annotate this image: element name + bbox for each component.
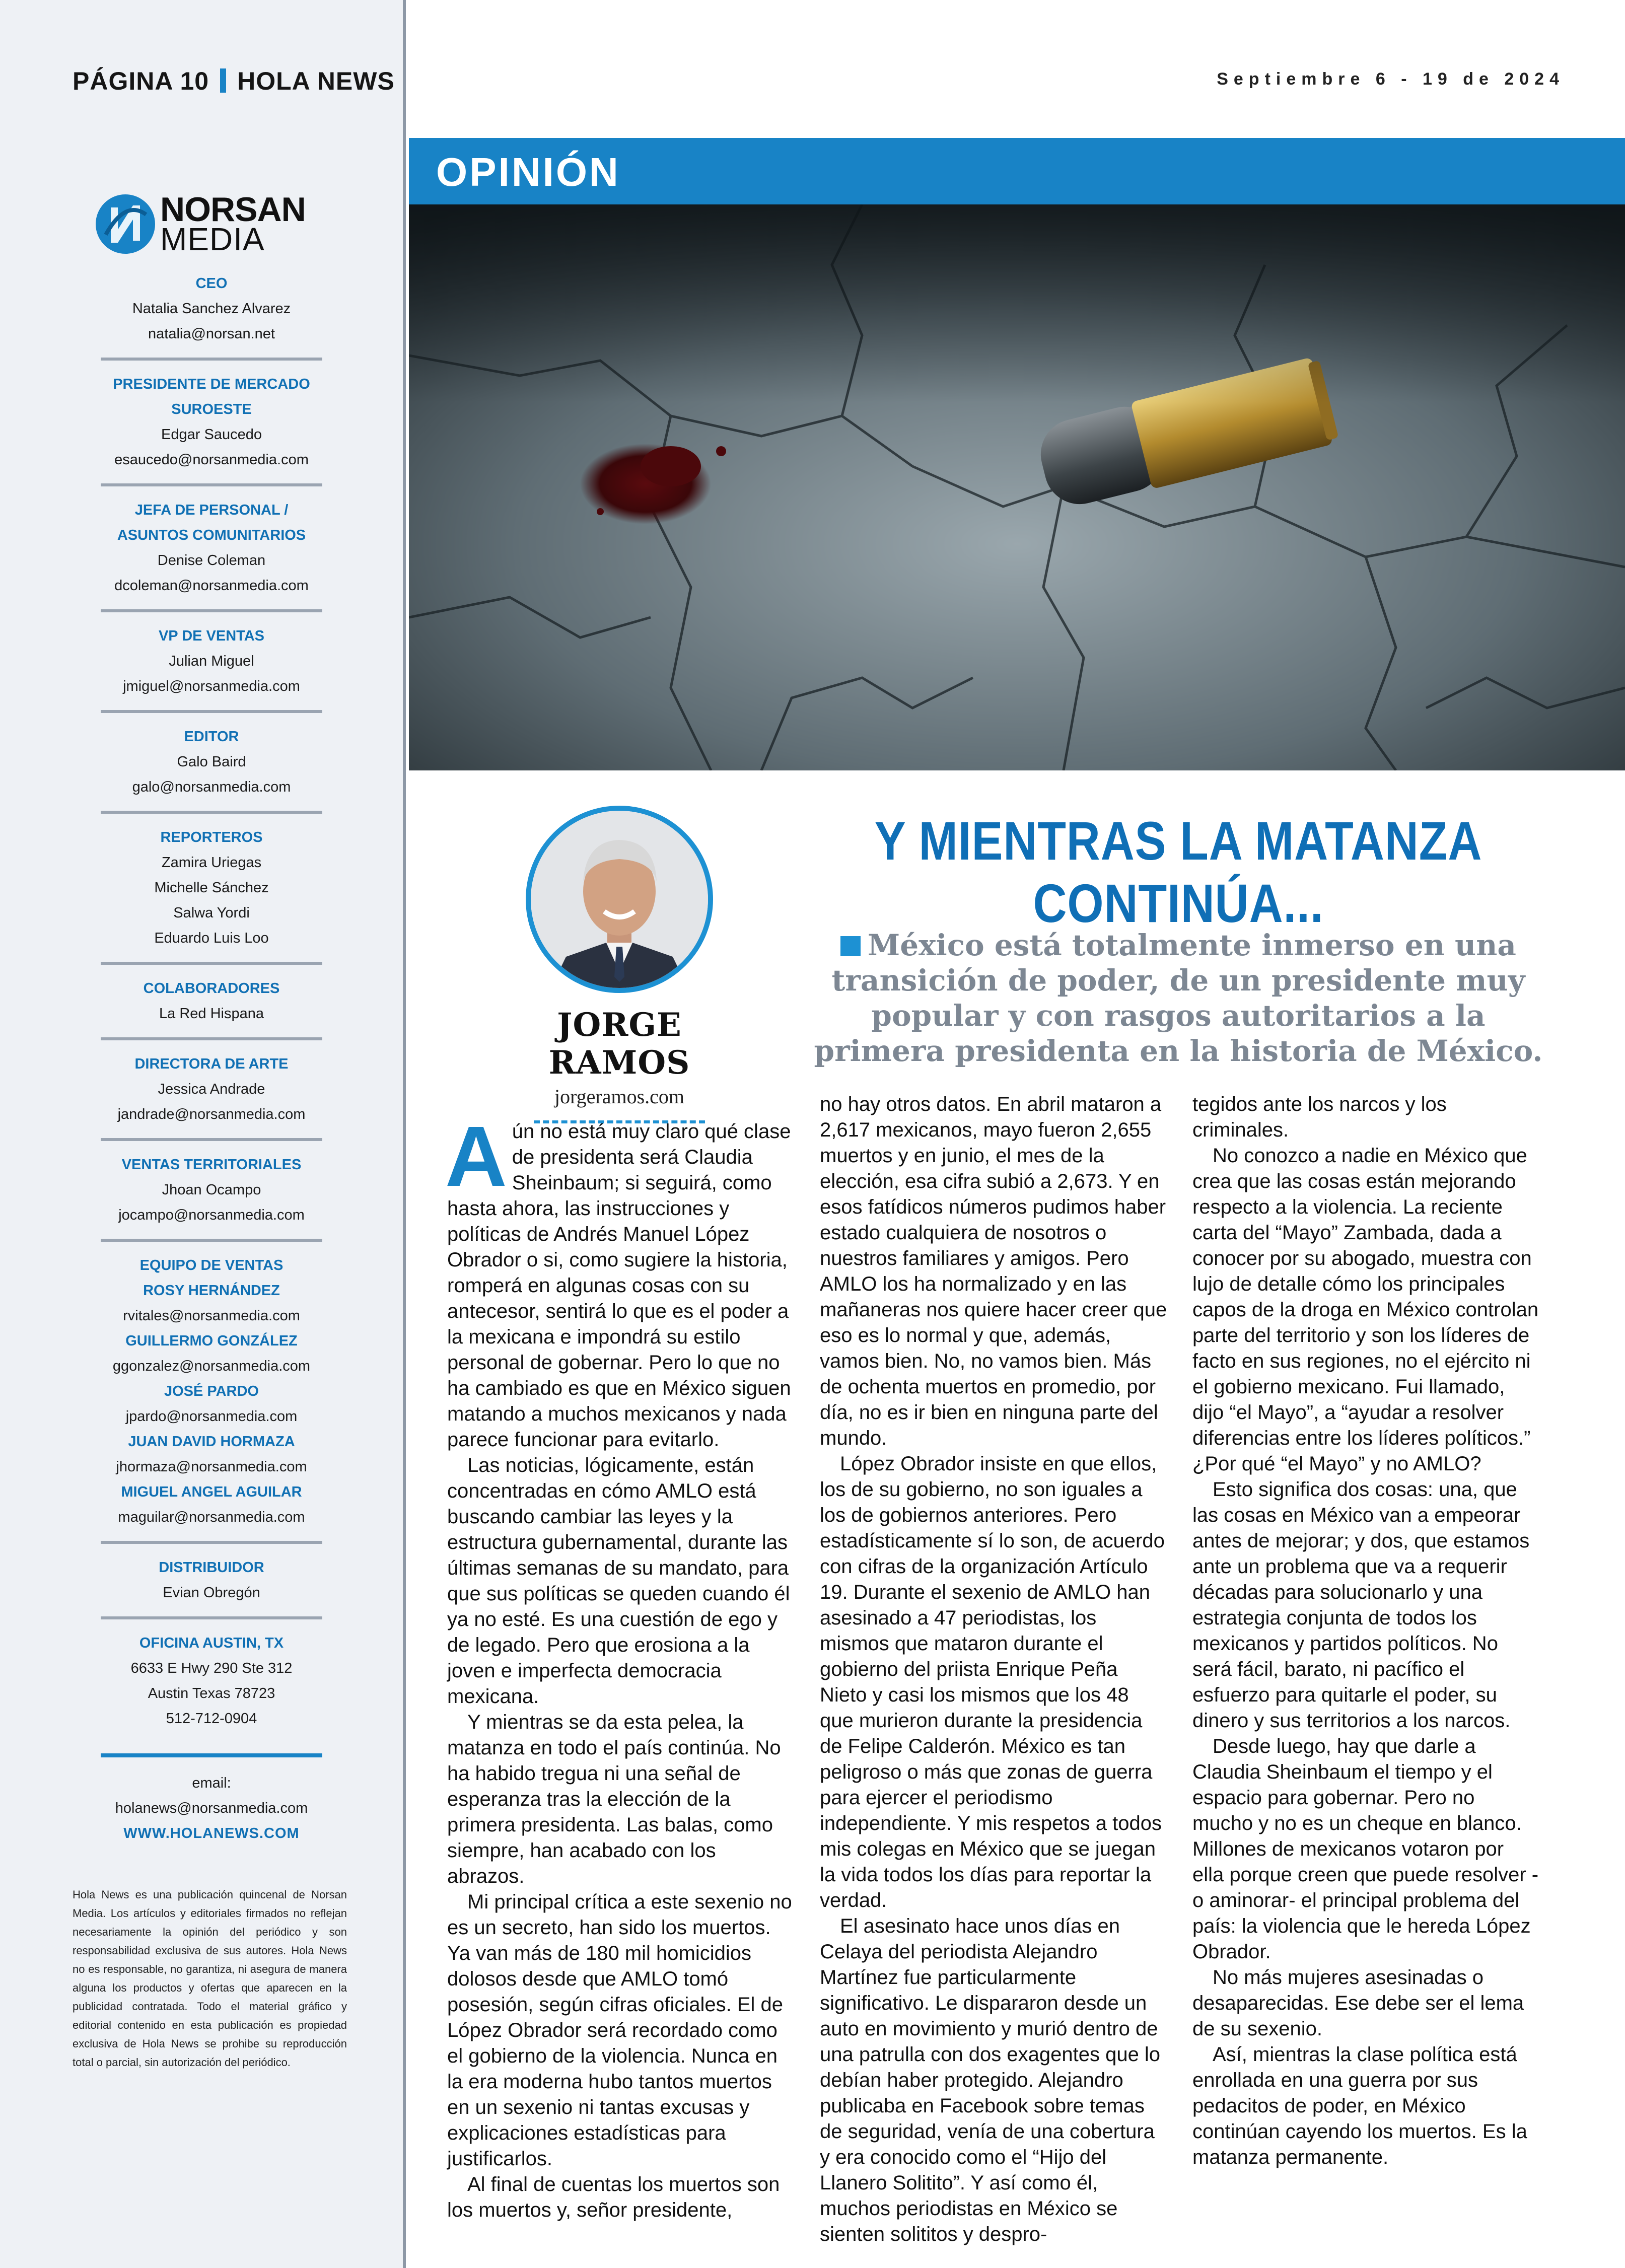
website-link[interactable]: WWW.HOLANEWS.COM: [123, 1825, 300, 1841]
staff-email[interactable]: jocampo@norsanmedia.com: [118, 1207, 305, 1223]
staff-block-vp-ventas: [101, 623, 322, 699]
logo-text-norsan: NORSAN: [160, 190, 306, 229]
staff-role: PRESIDENTE DE MERCADO SUROESTE: [113, 376, 310, 417]
staff-email[interactable]: maguilar@norsanmedia.com: [118, 1509, 305, 1525]
staff-name: Denise Coleman: [157, 552, 266, 569]
author-byline: [504, 806, 735, 1123]
paragraph: Mi principal crítica a este sexenio no es un secreto, han sido los muertos. Ya van más de 180 mil homicidios dolosos desde que AMLO tomó posesión, según cifras oficiales. El de López Obrador será recordado como el gobierno de la violencia. Nunca en la era moderna hubo tantos muertos en un sexenio ni tantas excusas y explicaciones estadísticas para justificarlos.: [447, 1891, 792, 2170]
paragraph: No conozco a nadie en México que crea que las cosas están mejorando respecto a la violencia. La reciente carta del “Mayo” Zambada, dada a conocer por su abogado, muestra con lujo de detalle cómo los principales capos de la droga en México controlan parte del territorio y son los líderes de facto en sus regiones, no el ejército ni el gobierno mexicano. Fui llamado, dijo “el Mayo”, a “ayudar a resolver diferencias entre los líderes políticos.” ¿Por qué “el Mayo” y no AMLO?: [1192, 1145, 1539, 1475]
author-portrait: [526, 806, 713, 993]
page-header: [73, 66, 395, 96]
staff-name: Jhoan Ocampo: [162, 1182, 261, 1198]
staff-name: Evian Obregón: [163, 1585, 260, 1601]
staff-block-reporteros: [101, 825, 322, 951]
sales-member-name: GUILLERMO GONZÁLEZ: [125, 1333, 298, 1349]
staff-email[interactable]: rvitales@norsanmedia.com: [123, 1308, 300, 1324]
article-headline: [858, 810, 1499, 935]
article-column-2: [820, 1092, 1167, 2247]
divider: [101, 1239, 322, 1242]
staff-block-colaboradores: [101, 976, 322, 1026]
staff-email[interactable]: esaucedo@norsanmedia.com: [114, 452, 309, 468]
divider: [101, 1616, 322, 1619]
section-title: OPINIÓN: [436, 150, 620, 194]
contact-email[interactable]: email: holanews@norsanmedia.com: [115, 1775, 308, 1816]
staff-role: REPORTEROS: [160, 829, 263, 845]
divider: [101, 483, 322, 486]
headline-line-2: CONTINÚA...: [1033, 873, 1324, 934]
contact-divider: [101, 1753, 322, 1757]
sales-member-name: JUAN DAVID HORMAZA: [128, 1434, 295, 1450]
deck-text: México está totalmente inmerso en una transición de poder, de un presidente muy popular y con rasgos autoritarios a la primera presidenta en la historia de México.: [814, 928, 1543, 1068]
divider: [101, 1138, 322, 1141]
publication-name: HOLA NEWS: [237, 67, 395, 95]
staff-name: Salwa Yordi: [173, 905, 250, 921]
staff-block-distribuidor: [101, 1555, 322, 1605]
sales-member-name: MIGUEL ANGEL AGUILAR: [121, 1484, 302, 1500]
section-header: [409, 138, 1625, 204]
article-deck: [811, 928, 1546, 1069]
staff-name: Zamira Uriegas: [161, 855, 262, 871]
office-block: [101, 1631, 322, 1731]
staff-email[interactable]: jmiguel@norsanmedia.com: [123, 678, 300, 694]
article-column-3: [1192, 1092, 1540, 2170]
staff-email[interactable]: jhormaza@norsanmedia.com: [116, 1459, 307, 1475]
deck-bullet-icon: [840, 936, 861, 956]
separator-bar: [220, 68, 226, 93]
paragraph: Aún no está muy claro qué clase de presidenta será Claudia Sheinbaum; si seguirá, como hasta ahora, las instrucciones y políticas de Andrés Manuel López Obrador o si, como sugiere la historia, romperá en algunas cosas con su antecesor, sentirá lo que es el poder a la mexicana e impondrá su estilo personal de gobernar. Pero lo que no ha cambiado es que en México siguen matando a muchos mexicanos y nada parece funcionar para evitarlo.: [445, 1109, 791, 1451]
divider: [101, 1037, 322, 1040]
staff-role: VENTAS TERRITORIALES: [121, 1157, 302, 1173]
drop-cap: A: [445, 1109, 507, 1204]
paragraph: tegidos ante los narcos y los criminales.: [1192, 1093, 1447, 1141]
staff-role: JEFA DE PERSONAL / ASUNTOS COMUNITARIOS: [117, 502, 306, 543]
staff-role: EQUIPO DE VENTAS: [139, 1257, 284, 1273]
office-phone: 512-712-0904: [166, 1711, 257, 1727]
logo-text-media: MEDIA: [160, 221, 265, 257]
headline-line-1: Y MIENTRAS LA MATANZA: [874, 810, 1482, 871]
staff-email[interactable]: ggonzalez@norsanmedia.com: [112, 1358, 311, 1374]
staff-block-presidente: [101, 372, 322, 472]
staff-role: CEO: [195, 275, 228, 292]
staff-block-ventas-territoriales: [101, 1152, 322, 1228]
staff-email[interactable]: natalia@norsan.net: [148, 326, 275, 342]
office-address: 6633 E Hwy 290 Ste 312: [130, 1660, 293, 1676]
author-website[interactable]: jorgeramos.com: [554, 1085, 685, 1108]
divider: [101, 609, 322, 612]
norsan-media-logo: [96, 191, 327, 257]
sales-member-name: JOSÉ PARDO: [164, 1383, 259, 1399]
divider: [101, 811, 322, 814]
staff-name: Julian Miguel: [169, 653, 254, 669]
norsan-logo-icon: [96, 194, 155, 254]
paragraph: Al final de cuentas los muertos son los muertos y, señor presidente,: [447, 2173, 780, 2221]
divider: [101, 358, 322, 361]
paragraph: Esto significa dos cosas: una, que las cosas en México van a empeorar antes de mejorar; y dos, que estamos ante un problema que va a requerir décadas para solucionarlo y una estrategia conjunta de todos los mexicanos y partidos políticos. No será fácil, barato, ni pacífico el esfuerzo para quitarle el poder, su dinero y sus territorios a los narcos.: [1192, 1478, 1530, 1732]
staff-name: Natalia Sanchez Alvarez: [132, 301, 291, 317]
office-title: OFICINA AUSTIN, TX: [139, 1635, 284, 1651]
staff-email[interactable]: jandrade@norsanmedia.com: [117, 1106, 306, 1122]
staff-directory: [101, 271, 322, 1846]
page-number: PÁGINA 10: [73, 67, 209, 95]
staff-name: Eduardo Luis Loo: [154, 930, 269, 946]
author-name: JORGE RAMOS: [548, 1006, 690, 1082]
staff-email[interactable]: dcoleman@norsanmedia.com: [114, 578, 309, 594]
staff-name: Galo Baird: [177, 754, 246, 770]
paragraph: Desde luego, hay que darle a Claudia Sheinbaum el tiempo y el espacio para gobernar. Pero no mucho y no es un cheque en blanco. Millones de mexicanos votaron por ella porque creen que puede resolver -o aminorar- el principal problema del país: la violencia que le hereda López Obrador.: [1192, 1735, 1539, 1963]
legal-disclaimer: Hola News es una publicación quincenal de Norsan Media. Los artículos y editoriales firmados no reflejan necesariamente la opinión del periódico y son responsabilidad exclusiva de sus autores. Hola News no es responsable, no garantiza, ni asegura de manera alguna los productos y ofertas que aparecen en la publicidad contratada. Todo el material gráfico y editorial contenido en esta publicación es propiedad exclusiva de Hola News se prohibe su reproducción total o parcial, sin autorización del periódico.: [73, 1888, 347, 2069]
staff-name: La Red Hispana: [159, 1006, 264, 1022]
paragraph: Así, mientras la clase política está enrollada en una guerra por sus pedacitos de poder, en México continúan cayendo los muertos. Es la matanza permanente.: [1192, 2043, 1527, 2168]
paragraph: no hay otros datos. En abril mataron a 2,617 mexicanos, mayo fueron 2,655 muertos y en junio, el mes de la elección, esa cifra subió a 2,673. Y en esos fatídicos números pudimos haber estado cualquiera de nosotros o nuestros familiares y amigos. Pero AMLO los ha normalizado y en las mañaneras nos quiere hacer creer que eso es lo normal y que, además, vamos bien. No, no vamos bien. Más de ochenta muertos en promedio, por día, no es ir bien en ninguna parte del mundo.: [820, 1093, 1167, 1449]
office-city: Austin Texas 78723: [148, 1685, 275, 1702]
staff-block-editor: [101, 724, 322, 800]
staff-block-directora-arte: [101, 1051, 322, 1127]
staff-email[interactable]: jpardo@norsanmedia.com: [125, 1408, 298, 1425]
sales-member-name: ROSY HERNÁNDEZ: [143, 1283, 280, 1299]
divider: [101, 710, 322, 713]
staff-role: DISTRIBUIDOR: [159, 1560, 264, 1576]
staff-role: EDITOR: [184, 729, 239, 745]
staff-block-ceo: [101, 271, 322, 346]
staff-block-jefa-personal: [101, 498, 322, 598]
staff-name: Michelle Sánchez: [154, 880, 269, 896]
paragraph: El asesinato hace unos días en Celaya del periodista Alejandro Martínez fue particularmente significativo. Le dispararon desde un auto en movimiento y murió dentro de una patrulla con dos exagentes que lo debían haber protegido. Alejandro publicaba en Facebook sobre temas de seguridad, venía de una cobertura y era conocido como el “Hijo del Llanero Solitito”. Y así como él, muchos periodistas en México se sienten solititos y despro-: [820, 1915, 1161, 2245]
staff-role: DIRECTORA DE ARTE: [134, 1056, 289, 1072]
hero-image-bullet-casing: [409, 204, 1625, 770]
staff-email[interactable]: galo@norsanmedia.com: [132, 779, 291, 795]
paragraph: López Obrador insiste en que ellos, los de su gobierno, no son iguales a los de gobiernos anteriores. Pero estadísticamente sí lo son, de acuerdo con cifras de la organización Artículo 19. Durante el sexenio de AMLO han asesinado a 47 periodistas, los mismos que mataron durante el gobierno del priista Enrique Peña Nieto y casi los mismos que los 48 que murieron durante la presidencia de Felipe Calderón. México es tan peligroso o más que zonas de guerra para ejercer el periodismo independiente. Y mis respetos a todos mis colegas en México que se juegan la vida todos los días para reportar la verdad.: [820, 1453, 1165, 1911]
staff-name: Edgar Saucedo: [161, 427, 262, 443]
article-column-1: [445, 1109, 795, 2223]
masthead-sidebar: [0, 0, 406, 2268]
staff-block-equipo-ventas: [101, 1253, 322, 1530]
divider: [101, 1541, 322, 1544]
staff-role: COLABORADORES: [143, 980, 280, 997]
paragraph: Y mientras se da esta pelea, la matanza en todo el país continúa. No ha habido tregua ni una señal de esperanza tras la elección de la primera presidenta. Las balas, como siempre, han acabado con los abrazos.: [447, 1711, 781, 1887]
divider: [101, 962, 322, 965]
paragraph: No más mujeres asesinadas o desaparecidas. Ese debe ser el lema de su sexenio.: [1192, 1966, 1524, 2040]
staff-name: Jessica Andrade: [158, 1081, 265, 1097]
staff-role: VP DE VENTAS: [158, 628, 265, 644]
paragraph: Las noticias, lógicamente, están concentradas en cómo AMLO está buscando cambiar las leyes y la estructura gubernamental, durante las últimas semanas de su mandato, para que sus políticas se queden cuando él ya no esté. Es una cuestión de ego y de legado. Pero que erosiona a la joven e imperfecta democracia mexicana.: [447, 1454, 790, 1708]
issue-date: Septiembre 6 - 19 de 2024: [1217, 69, 1565, 89]
